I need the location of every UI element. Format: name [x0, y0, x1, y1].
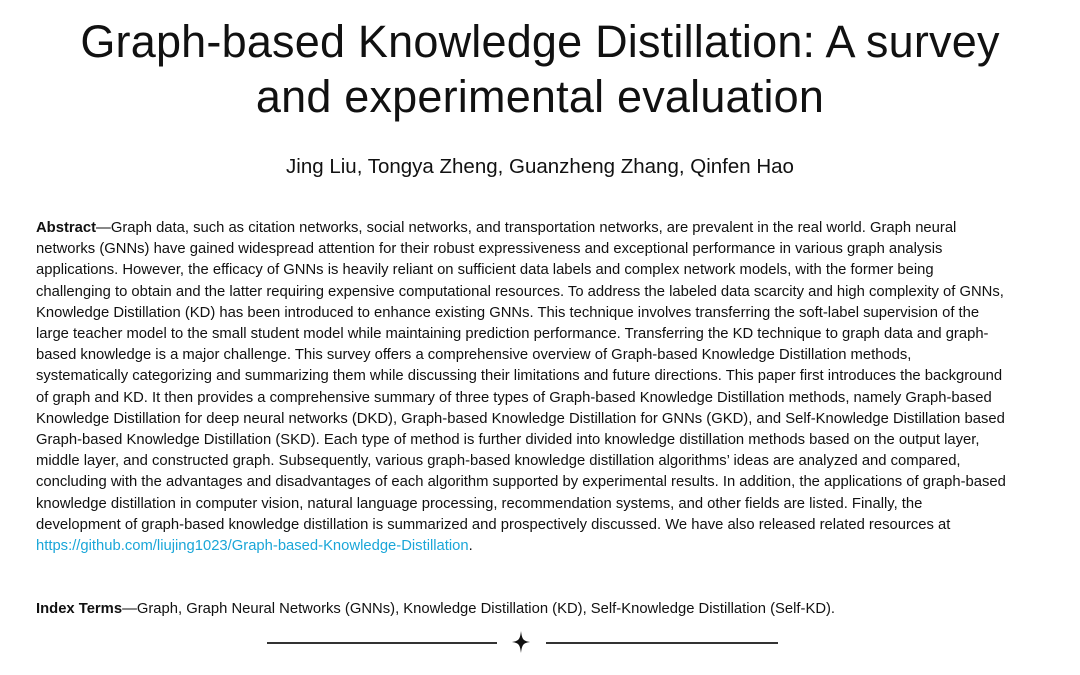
index-terms [36, 599, 1036, 620]
abstract-label: Abstract [36, 220, 97, 236]
index-terms-label: Index Terms [36, 601, 123, 617]
author-list: Jing Liu, Tongya Zheng, Guanzheng Zhang, Qinfen Hao [286, 155, 794, 178]
resources-link[interactable]: https://github.com/liujing1023/Graph-based-Knowledge-Distillation [36, 538, 469, 555]
title-line-2: and experimental evaluation [255, 71, 825, 122]
four-point-star-icon [511, 630, 531, 654]
abstract [36, 218, 1006, 557]
title-line-1: Graph-based Knowledge Distillation: A survey [80, 16, 1000, 67]
separator-line-right [546, 642, 778, 644]
paper-title [0, 14, 1080, 124]
abstract-end: . [468, 538, 473, 555]
separator-line-left [267, 642, 497, 644]
abstract-text: —Graph data, such as citation networks, social networks, and transportation networks, are prevalent in the real world. Graph neural networks (GNNs) have gained widespread attention for their robust expressiveness and exceptional performance in various graph analysis applications. However, the efficacy of GNNs is heavily reliant on sufficient data labels and complex network models, with the former being challenging to obtain and the latter requiring expensive computational resources. To address the labeled data scarcity and high complexity of GNNs, Knowledge Distillation (KD) has been introduced to enhance existing GNNs. This technique involves transferring the soft-label supervision of the large teacher model to the small student model while maintaining prediction performance. Transferring the KD technique to graph data and graph-based knowledge is a major challenge. This survey offers a comprehensive overview of Graph-based Knowledge Distillation methods, systematically categorizing and summarizing them while discussing their limitations and future directions. This paper first introduces the background of graph and KD. It then provides a comprehensive summary of three types of Graph-based Knowledge Distillation methods, namely Graph-based Knowledge Distillation for deep neural networks (DKD), Graph-based Knowledge Distillation for GNNs (GKD), and Self-Knowledge Distillation based Graph-based Knowledge Distillation (SKD). Each type of method is further divided into knowledge distillation methods based on the output layer, middle layer, and constructed graph. Subsequently, various graph-based knowledge distillation algorithms’ ideas are analyzed and compared, concluding with the advantages and disadvantages of each algorithm supported by experimental results. In addition, the applications of graph-based knowledge distillation in computer vision, natural language processing, recommendation systems, and other fields are listed. Finally, the development of graph-based knowledge distillation is summarized and prospectively discussed. We have also released related resources at [36, 220, 1006, 533]
index-terms-text: —Graph, Graph Neural Networks (GNNs), Knowledge Distillation (KD), Self-Knowledge Distillation (Self-KD). [122, 601, 836, 617]
